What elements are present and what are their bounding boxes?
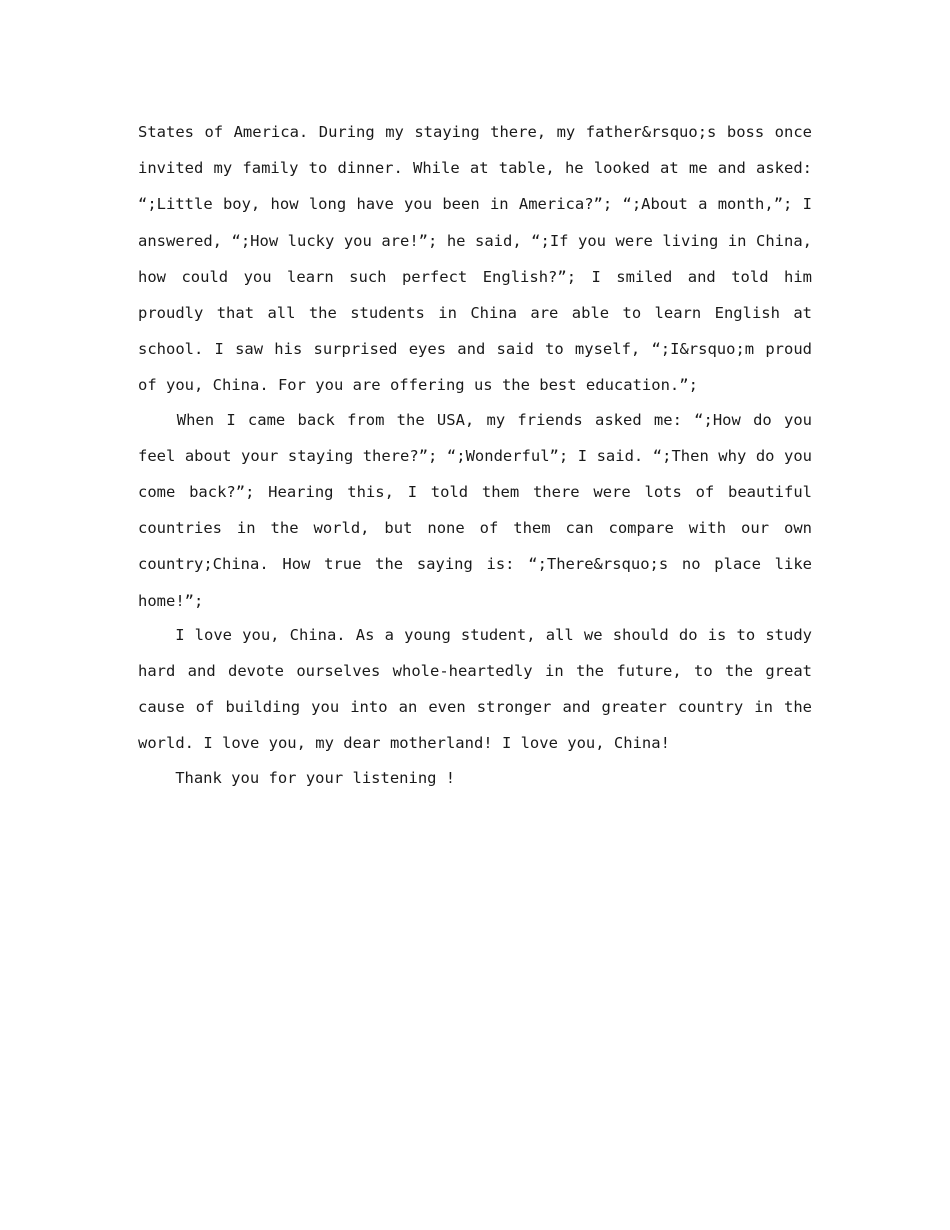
- paragraph-1: States of America. During my staying there, my father&rsquo;s boss once invited my family to dinner. While at table, he looked at me and asked: “;Little boy, how long have you been in America?”; “;About a month,”; I answered, “;How lucky you are!”; he said, “;If you were living in China, how could you learn such perfect English?”; I smiled and told him proudly that all the students in China are able to learn English at school. I saw his surprised eyes and said to myself, “;I&rsquo;m proud of you, China. For you are offering us the best education.”;: [138, 123, 812, 395]
- document-body: [138, 114, 812, 794]
- paragraph-3: I love you, China. As a young student, all we should do is to study hard and devote ourselves whole-heartedly in the future, to the great cause of building you into an even stronger and greater country in the world. I love you, my dear motherland! I love you, China!: [138, 625, 812, 753]
- paragraph-4: Thank you for your listening !: [175, 768, 456, 787]
- paragraph-2: When I came back from the USA, my friends asked me: “;How do you feel about your staying there?”; “;Wonderful”; I said. “;Then why do you come back?”; Hearing this, I told them there were lots of beautiful countries in the world, but none of them can compare with our own country;China. How true the saying is: “;There&rsquo;s no place like home!”;: [138, 410, 812, 610]
